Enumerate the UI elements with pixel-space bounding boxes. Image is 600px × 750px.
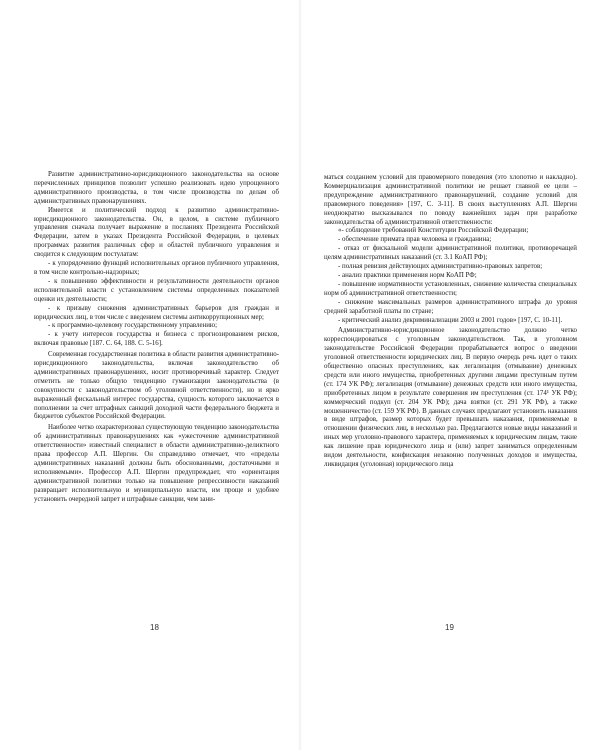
list-item: - анализ практики применения норм КоАП РФ; xyxy=(338,271,477,279)
paragraph: Наиболее четко охарактеризовал существующую тенденцию законодательства об административных правонарушениях как «ужесточение административной ответственности» известный специалист в области административно-деликтного права профессор А.П. Шергин. Он справедливо отмечает, что «пределы административных наказаний должны быть обоснованными, достаточными и исполняемыми». Профессор А.П. Шергин предупреждает, что «ориентация административной политики только на повышение репрессивности наказаний развращает исполнительную и муниципальную власти, им проще и удобнее установить очередной запрет и штрафные санкции, чем зани- xyxy=(34,424,279,503)
list-item: - к повышению эффективности и результативности деятельности органов исполнительной власти с установлением системы определенных показателей оценки их деятельности; xyxy=(34,277,279,303)
list-item: - к учету интересов государства и бизнеса с прогнозированием рисков, включая правовые [187. С. 64, 188. С. 5-16]. xyxy=(34,331,279,348)
list-item: - повышение нормативности установленных, снижение количества специальных норм об административной ответственности; xyxy=(324,280,577,297)
list-item: - к упорядочению функций исполнительных органов публичного управления, в том числе контрольно-надзорных; xyxy=(34,260,279,276)
list-item: - к программно-целевому государственному управлению; xyxy=(48,322,217,330)
paragraph: Современная государственная политика в области развития административно-юрисдикционного законодательства, включая законодательство об административных правонарушениях, носит противоречивый характер. Следует отметить не только общую тенденцию гуманизации законодательства (в совокупности с законодательством об уголовной ответственности), но и ярко выраженный фискальный интерес государства, сущность которого заключается в пополнении за счет штрафных санкций доходной части федерального бюджета и бюджетов субъектов Российской Федерации. xyxy=(34,351,279,421)
right-page xyxy=(300,0,600,750)
left-page-text xyxy=(34,171,279,505)
paragraph: маться созданием условий для правомерного поведения (это хлопотно и накладно). Коммерциализация административной политики не решает главной ее цели – предупреждение административного правонарушений, создание условий для правомерного поведения» [197, С. 3-11]. В своих выступлениях А.П. Шергин неоднократно высказывался по поводу важнейших задач при разработке законодательства об административной ответственности: xyxy=(324,174,577,226)
page-number: 19 xyxy=(445,623,454,632)
paragraph: Административно-юрисдикционное законодательство должно четко корреспондироваться с уголовным законодательством. Так, в уголовном законодательстве Российской Федерации прорабатывается вопрос о введении уголовной ответственности юридических лиц. В первую очередь речь идет о таких общественно опасных преступлениях, как легализация (отмывание) денежных средств или иного имущества, приобретенных другими лицами преступным путем (ст. 174 УК РФ); легализация (отмывание) денежных средств или иного имущества, приобретенных лицом в результате совершения им преступления (ст. 174¹ УК РФ); коммерческий подкуп (ст. 204 УК РФ); дача взятки (ст. 291 УК РФ), а также мошенничество (ст. 159 УК РФ). В данных случаях предлагают установить наказания в виде штрафов, размер которых будет превышать наказания, применяемые в отношении физических лиц, в несколько раз. Предлагаются новые виды наказаний и иных мер уголовно-правового характера, применяемых к юридическим лицам, такие как лишение прав юридического лица и (или) запрет заниматься определенным видом деятельности, конфискация незаконно полученных доходов и имущества, ликвидация (уголовная) юридического лица xyxy=(324,327,577,468)
list-item: - обеспечение примата прав человека и гражданина; xyxy=(338,236,492,244)
list-item: «- соблюдение требований Конституции Российской Федерации; xyxy=(338,227,529,235)
list-item: - снижение максимальных размеров административного штрафа до уровня средней заработной платы по стране; xyxy=(324,298,577,315)
paragraph: Имеется и политический подход к развитию административно-юрисдикционного законодательства. Он, в целом, в системе публичного управления сначала получает выражение в посланиях Президента Российской Федерации, затем в указах Президента Российской Федерации, в целевых программах развития различных сфер и областей публичного управления и сводится к следующим постулатам: xyxy=(34,206,279,259)
paragraph: Развитие административно-юрисдикционного законодательства на основе перечисленных принципов позволит успешно реализовать идею упрощенного административного производства, в том числе производства по делам об административных правонарушениях. xyxy=(34,171,279,205)
page-number: 18 xyxy=(150,623,159,632)
right-page-text xyxy=(324,174,577,470)
list-item: - отказ от фискальной модели административной политики, противоречащей целям административных наказаний (ст. 3.1 КоАП РФ); xyxy=(324,245,577,262)
list-item: - критический анализ декриминализации 2003 и 2001 годов» [197, С. 10-11]. xyxy=(338,316,563,324)
list-item: - к призыву снижения административных барьеров для граждан и юридических лиц, в том числе с введением системы антикоррупционных мер; xyxy=(34,304,279,321)
list-item: - полная ревизия действующих административно-правовых запретов; xyxy=(338,263,543,271)
